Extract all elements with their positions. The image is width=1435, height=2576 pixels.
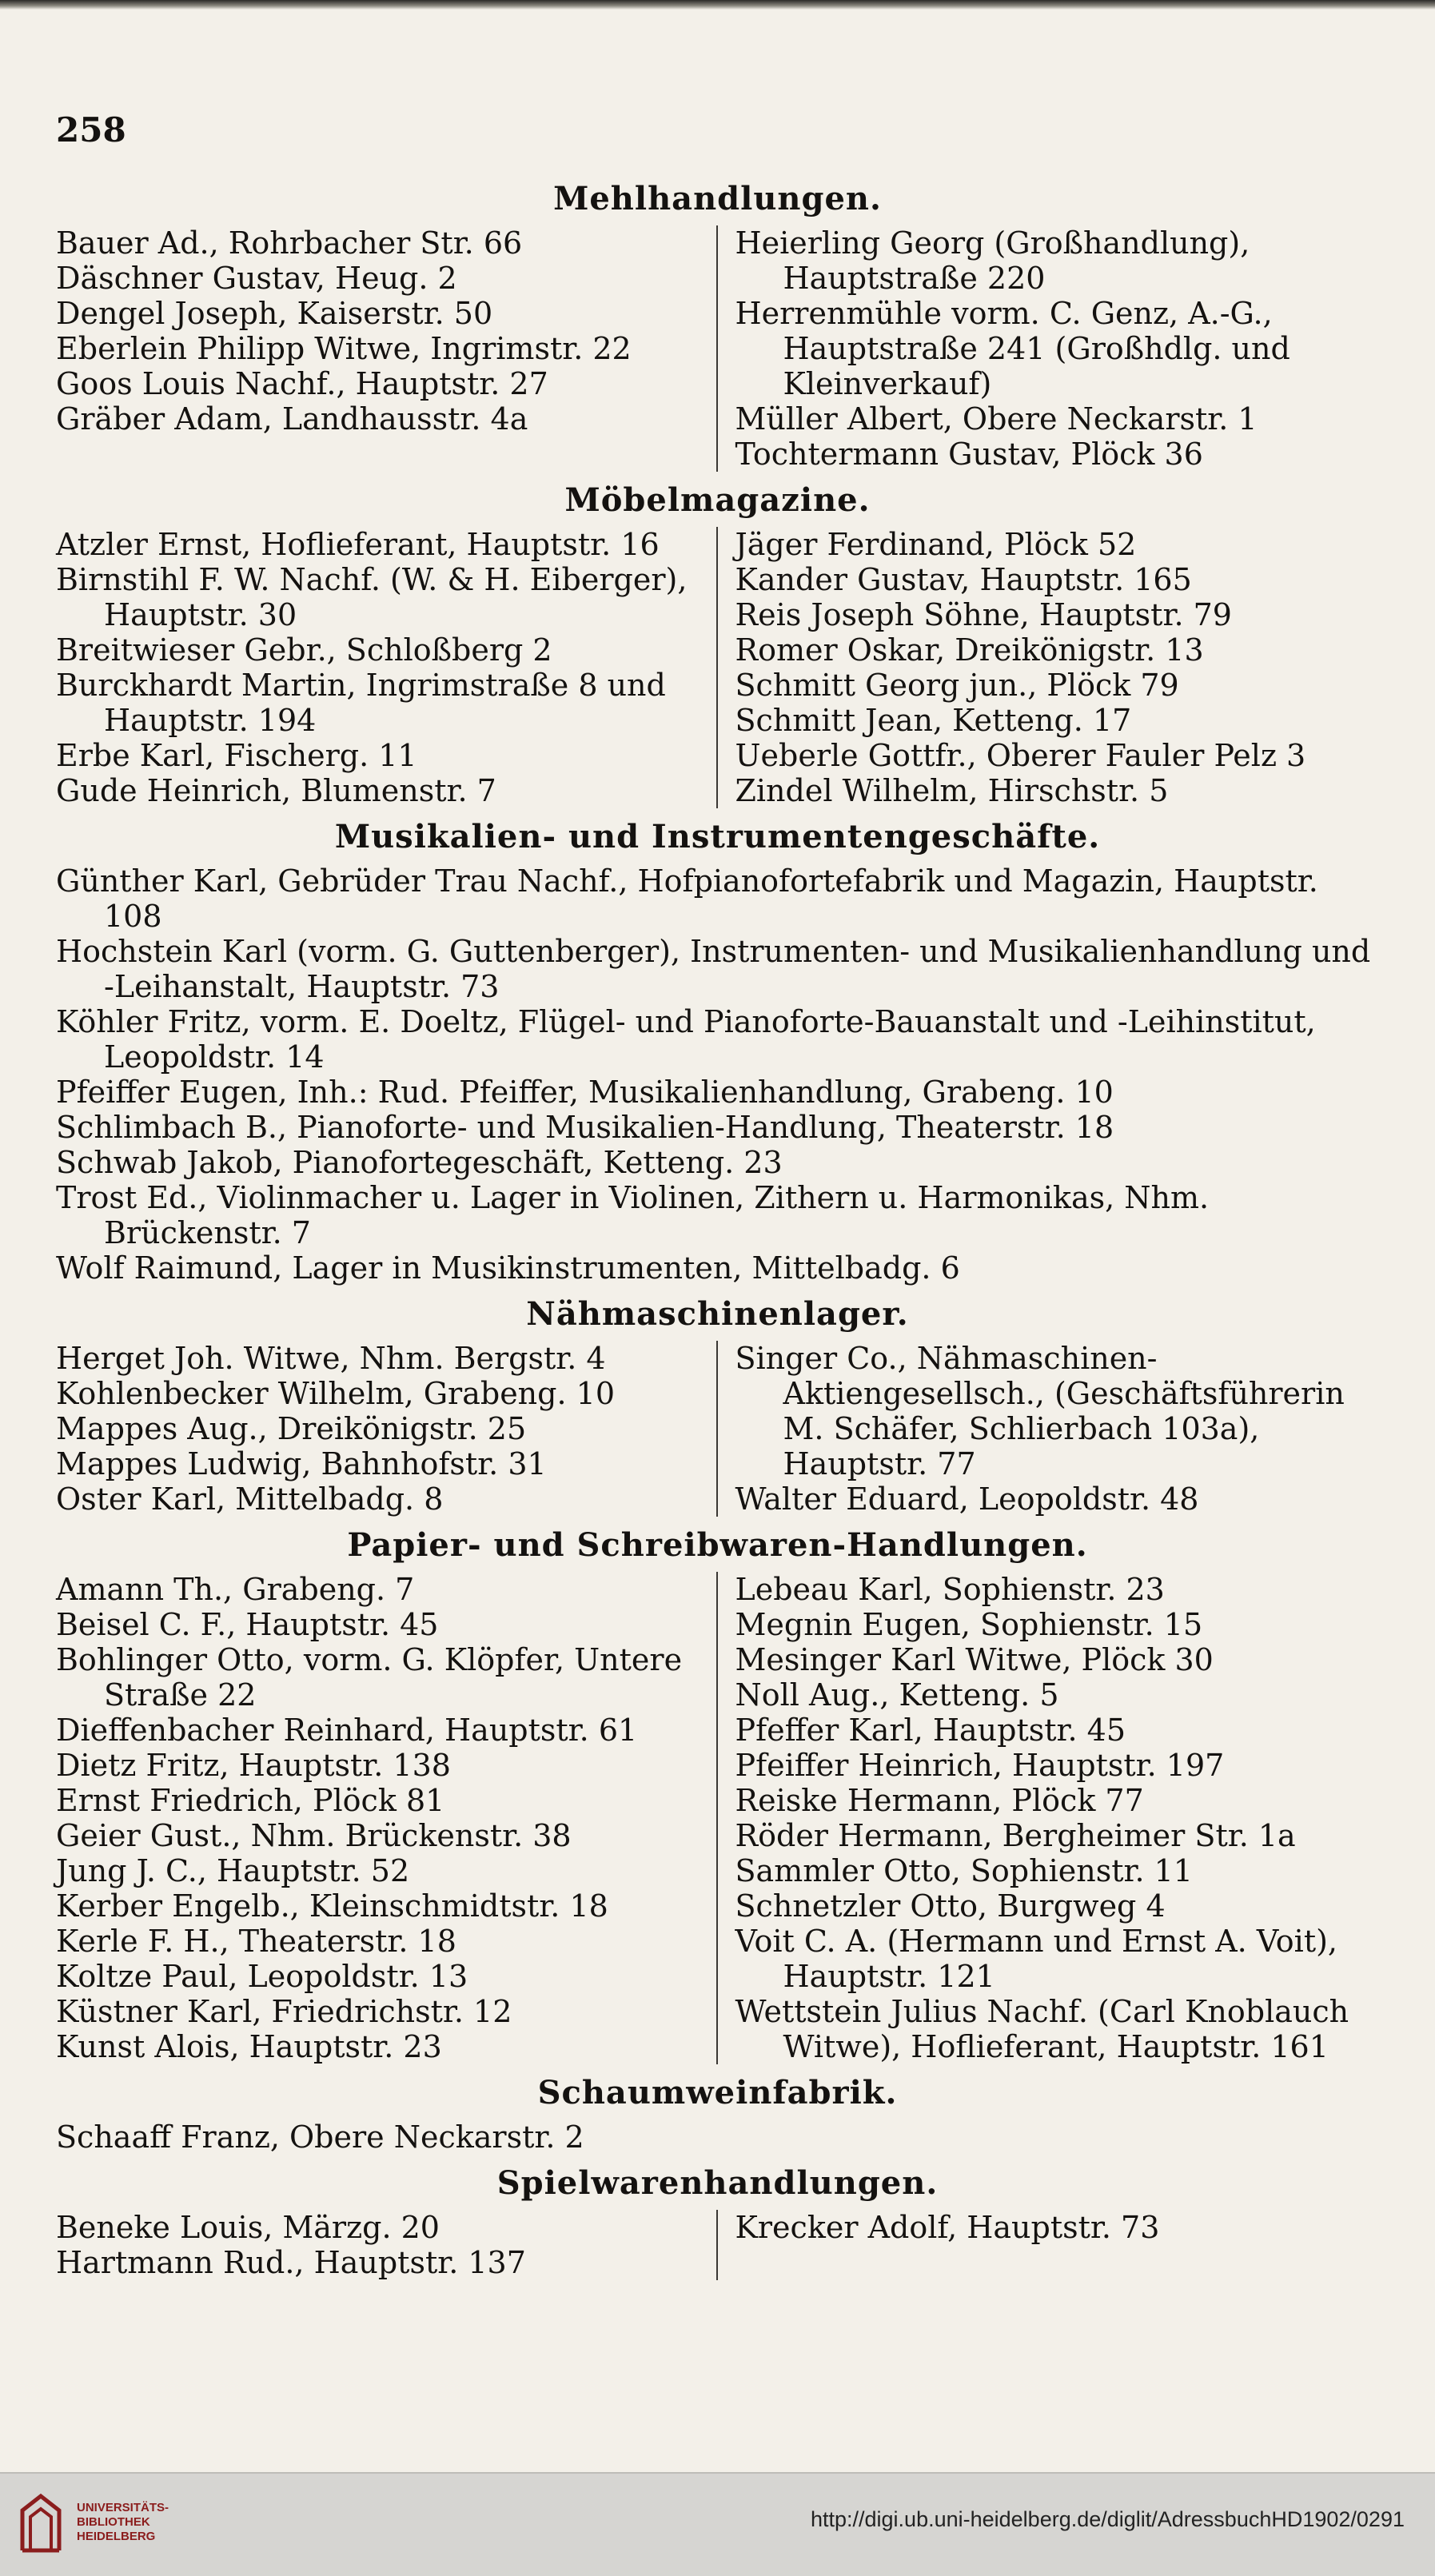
section-title: Schaumweinfabrik. [537, 2074, 898, 2111]
list-item: Eberlein Philipp Witwe, Ingrimstr. 22 [56, 331, 632, 366]
list-item: Birnstihl F. W. Nachf. (W. & H. Eiberger), Hauptstr. 30 [56, 562, 688, 632]
list-item: Geier Gust., Nhm. Brückenstr. 38 [56, 1818, 572, 1853]
list-item: Kohlenbecker Wilhelm, Grabeng. 10 [56, 1376, 615, 1411]
list-item: Trost Ed., Violinmacher u. Lager in Violinen, Zithern u. Harmonikas, Nhm. Brückenstr. 7 [56, 1180, 1210, 1250]
section-title: Musikalien- und Instrumentengeschäfte. [334, 818, 1101, 855]
section-title: Spielwarenhandlungen. [496, 2164, 939, 2202]
two-column-list [56, 1341, 1379, 1517]
section-schaumweinfabrik [56, 2074, 1379, 2155]
list-item: Mappes Ludwig, Bahnhofstr. 31 [56, 1446, 547, 1481]
list-item: Bohlinger Otto, vorm. G. Klöpfer, Untere Straße 22 [56, 1642, 683, 1713]
list-item: Walter Eduard, Leopoldstr. 48 [735, 1481, 1199, 1517]
list-item: Herrenmühle vorm. C. Genz, A.-G., Hauptstraße 241 (Großhdlg. und Kleinverkauf) [735, 296, 1290, 401]
list-item: Atzler Ernst, Hoflieferant, Hauptstr. 16 [56, 527, 660, 562]
scan-top-edge [0, 0, 1435, 10]
library-logo-text [77, 2501, 169, 2544]
list-item: Zindel Wilhelm, Hirschstr. 5 [735, 773, 1169, 808]
page-number: 258 [56, 110, 126, 150]
list-item: Voit C. A. (Hermann und Ernst A. Voit), Hauptstr. 121 [735, 1924, 1337, 1994]
section-title: Mehlhandlungen. [553, 180, 882, 217]
list-item: Krecker Adolf, Hauptstr. 73 [735, 2210, 1160, 2245]
logo-line: BIBLIOTHEK [77, 2515, 150, 2529]
section-mehlhandlungen [56, 180, 1379, 472]
list-item: Beneke Louis, Märzg. 20 [56, 2210, 440, 2245]
section-moebelmagazine [56, 481, 1379, 808]
list-item: Hartmann Rud., Hauptstr. 137 [56, 2245, 526, 2280]
right-column [718, 527, 1380, 808]
list-item: Kander Gustav, Hauptstr. 165 [735, 562, 1192, 597]
list-item: Jäger Ferdinand, Plöck 52 [735, 527, 1137, 562]
list-item: Kerle F. H., Theaterstr. 18 [56, 1924, 456, 1959]
list-item: Burckhardt Martin, Ingrimstraße 8 und Hauptstr. 194 [56, 668, 666, 738]
right-column [718, 225, 1380, 472]
list-item: Oster Karl, Mittelbadg. 8 [56, 1481, 444, 1517]
list-item: Schnetzler Otto, Burgweg 4 [735, 1888, 1166, 1924]
list-item: Goos Louis Nachf., Hauptstr. 27 [56, 366, 548, 401]
list-item: Dieffenbacher Reinhard, Hauptstr. 61 [56, 1713, 638, 1748]
left-column [56, 1341, 718, 1517]
list-item: Noll Aug., Ketteng. 5 [735, 1677, 1059, 1713]
section-papier-schreibwaren [56, 1526, 1379, 2064]
list-item: Lebeau Karl, Sophienstr. 23 [735, 1572, 1165, 1607]
list-item: Müller Albert, Obere Neckarstr. 1 [735, 401, 1258, 437]
list-item: Gude Heinrich, Blumenstr. 7 [56, 773, 496, 808]
two-column-list [56, 225, 1379, 472]
list-item: Schwab Jakob, Pianofortegeschäft, Ketteng. 23 [56, 1145, 783, 1180]
list-item: Romer Oskar, Dreikönigstr. 13 [735, 632, 1204, 668]
list-item: Jung J. C., Hauptstr. 52 [56, 1853, 410, 1888]
section-naehmaschinenlager [56, 1295, 1379, 1517]
section-musikalien [56, 818, 1379, 1286]
list-item: Reiske Hermann, Plöck 77 [735, 1783, 1144, 1818]
list-item: Mappes Aug., Dreikönigstr. 25 [56, 1411, 527, 1446]
list-item: Breitwieser Gebr., Schloßberg 2 [56, 632, 552, 668]
digitization-footer [0, 2472, 1435, 2576]
list-item: Singer Co., Nähmaschinen-Aktiengesellsch., (Geschäftsführerin M. Schäfer, Schlierbach 103a), Hauptstr. 77 [735, 1341, 1345, 1481]
list-item: Amann Th., Grabeng. 7 [56, 1572, 415, 1607]
list-item: Kerber Engelb., Kleinschmidtstr. 18 [56, 1888, 608, 1924]
section-title: Möbelmagazine. [564, 481, 871, 519]
list-item: Ueberle Gottfr., Oberer Fauler Pelz 3 [735, 738, 1306, 773]
list-item: Dietz Fritz, Hauptstr. 138 [56, 1748, 451, 1783]
list-item: Günther Karl, Gebrüder Trau Nachf., Hofpianofortefabrik und Magazin, Hauptstr. 108 [56, 863, 1318, 934]
left-column [56, 2210, 718, 2280]
list-item: Kunst Alois, Hauptstr. 23 [56, 2029, 442, 2064]
section-title: Papier- und Schreibwaren-Handlungen. [347, 1526, 1088, 1564]
document-page [56, 96, 1379, 2288]
list-item: Gräber Adam, Landhausstr. 4a [56, 401, 528, 437]
list-item: Pfeiffer Eugen, Inh.: Rud. Pfeiffer, Musikalienhandlung, Grabeng. 10 [56, 1075, 1114, 1110]
list-item: Röder Hermann, Bergheimer Str. 1a [735, 1818, 1296, 1853]
logo-line: UNIVERSITÄTS- [77, 2501, 169, 2514]
list-item: Schmitt Georg jun., Plöck 79 [735, 668, 1179, 703]
library-logo-icon [18, 2491, 64, 2555]
logo-line: HEIDELBERG [77, 2530, 156, 2543]
list-item: Schmitt Jean, Ketteng. 17 [735, 703, 1132, 738]
list-item: Megnin Eugen, Sophienstr. 15 [735, 1607, 1203, 1642]
left-column [56, 527, 718, 808]
list-item: Beisel C. F., Hauptstr. 45 [56, 1607, 439, 1642]
list-item: Erbe Karl, Fischerg. 11 [56, 738, 417, 773]
list-item: Tochtermann Gustav, Plöck 36 [735, 437, 1203, 472]
list-item: Koltze Paul, Leopoldstr. 13 [56, 1959, 468, 1994]
list-item: Wolf Raimund, Lager in Musikinstrumenten, Mittelbadg. 6 [56, 1250, 960, 1286]
list-item: Köhler Fritz, vorm. E. Doeltz, Flügel- und Pianoforte-Bauanstalt und -Leihinstitut, Leopoldstr. 14 [56, 1004, 1316, 1075]
list-item: Schaaff Franz, Obere Neckarstr. 2 [56, 2119, 584, 2155]
left-column [56, 1572, 718, 2064]
right-column [718, 1572, 1380, 2064]
list-item: Küstner Karl, Friedrichstr. 12 [56, 1994, 512, 2029]
list-item: Herget Joh. Witwe, Nhm. Bergstr. 4 [56, 1341, 606, 1376]
two-column-list [56, 1572, 1379, 2064]
list-item: Ernst Friedrich, Plöck 81 [56, 1783, 445, 1818]
right-column [718, 2210, 1380, 2280]
list-item: Pfeiffer Heinrich, Hauptstr. 197 [735, 1748, 1225, 1783]
two-column-list [56, 2210, 1379, 2280]
list-item: Hochstein Karl (vorm. G. Guttenberger), Instrumenten- und Musikalienhandlung und -Leihanstalt, Hauptstr. 73 [56, 934, 1371, 1004]
left-column [56, 225, 718, 472]
list-item: Bauer Ad., Rohrbacher Str. 66 [56, 225, 523, 261]
section-title: Nähmaschinenlager. [526, 1295, 909, 1333]
list-item: Heierling Georg (Großhandlung), Hauptstraße 220 [735, 225, 1250, 296]
source-url-link[interactable]: http://digi.ub.uni-heidelberg.de/diglit/AdressbuchHD1902/0291 [810, 2507, 1405, 2531]
list-item: Schlimbach B., Pianoforte- und Musikalien-Handlung, Theaterstr. 18 [56, 1110, 1114, 1145]
list-item: Pfeffer Karl, Hauptstr. 45 [735, 1713, 1126, 1748]
list-item: Sammler Otto, Sophienstr. 11 [735, 1853, 1193, 1888]
list-item: Reis Joseph Söhne, Hauptstr. 79 [735, 597, 1232, 632]
list-item: Wettstein Julius Nachf. (Carl Knoblauch Witwe), Hoflieferant, Hauptstr. 161 [735, 1994, 1349, 2064]
list-item: Dengel Joseph, Kaiserstr. 50 [56, 296, 493, 331]
list-item: Däschner Gustav, Heug. 2 [56, 261, 457, 296]
two-column-list [56, 527, 1379, 808]
right-column [718, 1341, 1380, 1517]
section-spielwarenhandlungen [56, 2164, 1379, 2280]
list-item: Mesinger Karl Witwe, Plöck 30 [735, 1642, 1214, 1677]
